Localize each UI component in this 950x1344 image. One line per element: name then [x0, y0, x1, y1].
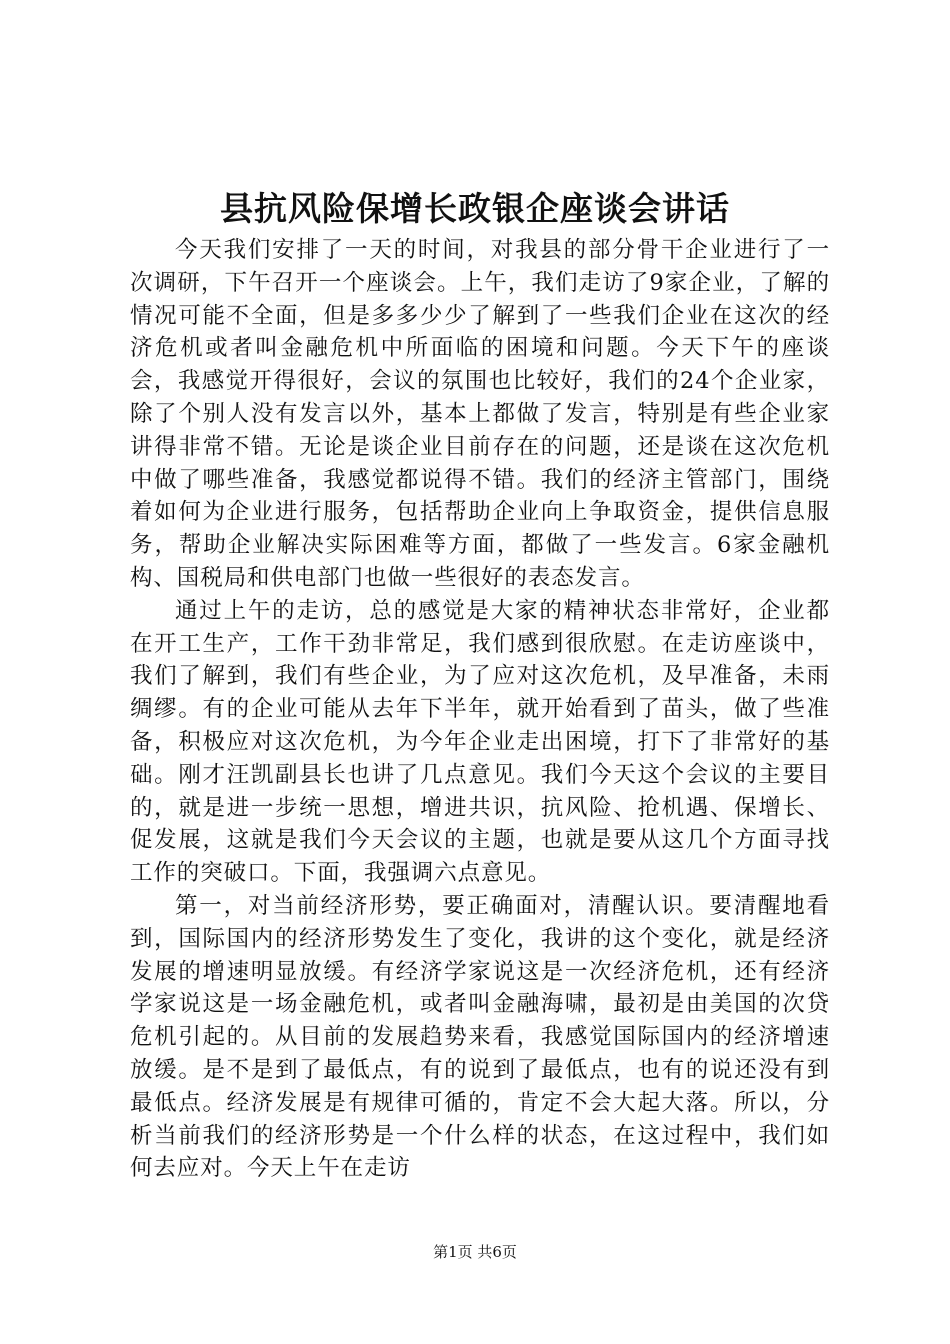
paragraph-2: 通过上午的走访，总的感觉是大家的精神状态非常好，企业都在开工生产，工作干劲非常足，我们感到很欣慰。在走访座谈中，我们了解到，我们有些企业，为了应对这次危机，及早准备，未雨绸缪。有的企业可能从去年下半年，就开始看到了苗头，做了些准备，积极应对这次危机，为今年企业走出困境，打下了非常好的基础。刚才汪凯副县长也讲了几点意见。我们今天这个会议的主要目的，就是进一步统一思想，增进共识，抗风险、抢机遇、保增长、促发展，这就是我们今天会议的主题，也就是要从这几个方面寻找工作的突破口。下面，我强调六点意见。	[130, 597, 830, 887]
paragraph-3: 第一，对当前经济形势，要正确面对，清醒认识。要清醒地看到，国际国内的经济形势发生了变化，我讲的这个变化，就是经济发展的增速明显放缓。有经济学家说这是一次经济危机，还有经济学家说这是一场金融危机，或者叫金融海啸，最初是由美国的次贷危机引起的。从目前的发展趋势来看，我感觉国际国内的经济增速放缓。是不是到了最低点，有的说到了最低点，也有的说还没有到最低点。经济发展是有规律可循的，肯定不会大起大落。所以，分析当前我们的经济形势是一个什么样的状态，在这过程中，我们如何去应对。今天上午在走访	[130, 892, 830, 1182]
paragraph-1: 今天我们安排了一天的时间，对我县的部分骨干企业进行了一次调研，下午召开一个座谈会。上午，我们走访了9家企业，了解的情况可能不全面，但是多多少少了解到了一些我们企业在这次的经济危机或者叫金融危机中所面临的困境和问题。今天下午的座谈会，我感觉开得很好，会议的氛围也比较好，我们的24个企业家，除了个别人没有发言以外，基本上都做了发言，特别是有些企业家讲得非常不错。无论是谈企业目前存在的问题，还是谈在这次危机中做了哪些准备，我感觉都说得不错。我们的经济主管部门，围绕着如何为企业进行服务，包括帮助企业向上争取资金，提供信息服务，帮助企业解决实际困难等方面，都做了一些发言。6家金融机构、国税局和供电部门也做一些很好的表态发言。	[130, 237, 830, 591]
document-body	[130, 234, 830, 1185]
document-title: 县抗风险保增长政银企座谈会讲话	[220, 189, 730, 228]
page-number-footer: 第1页 共6页	[433, 1243, 517, 1261]
